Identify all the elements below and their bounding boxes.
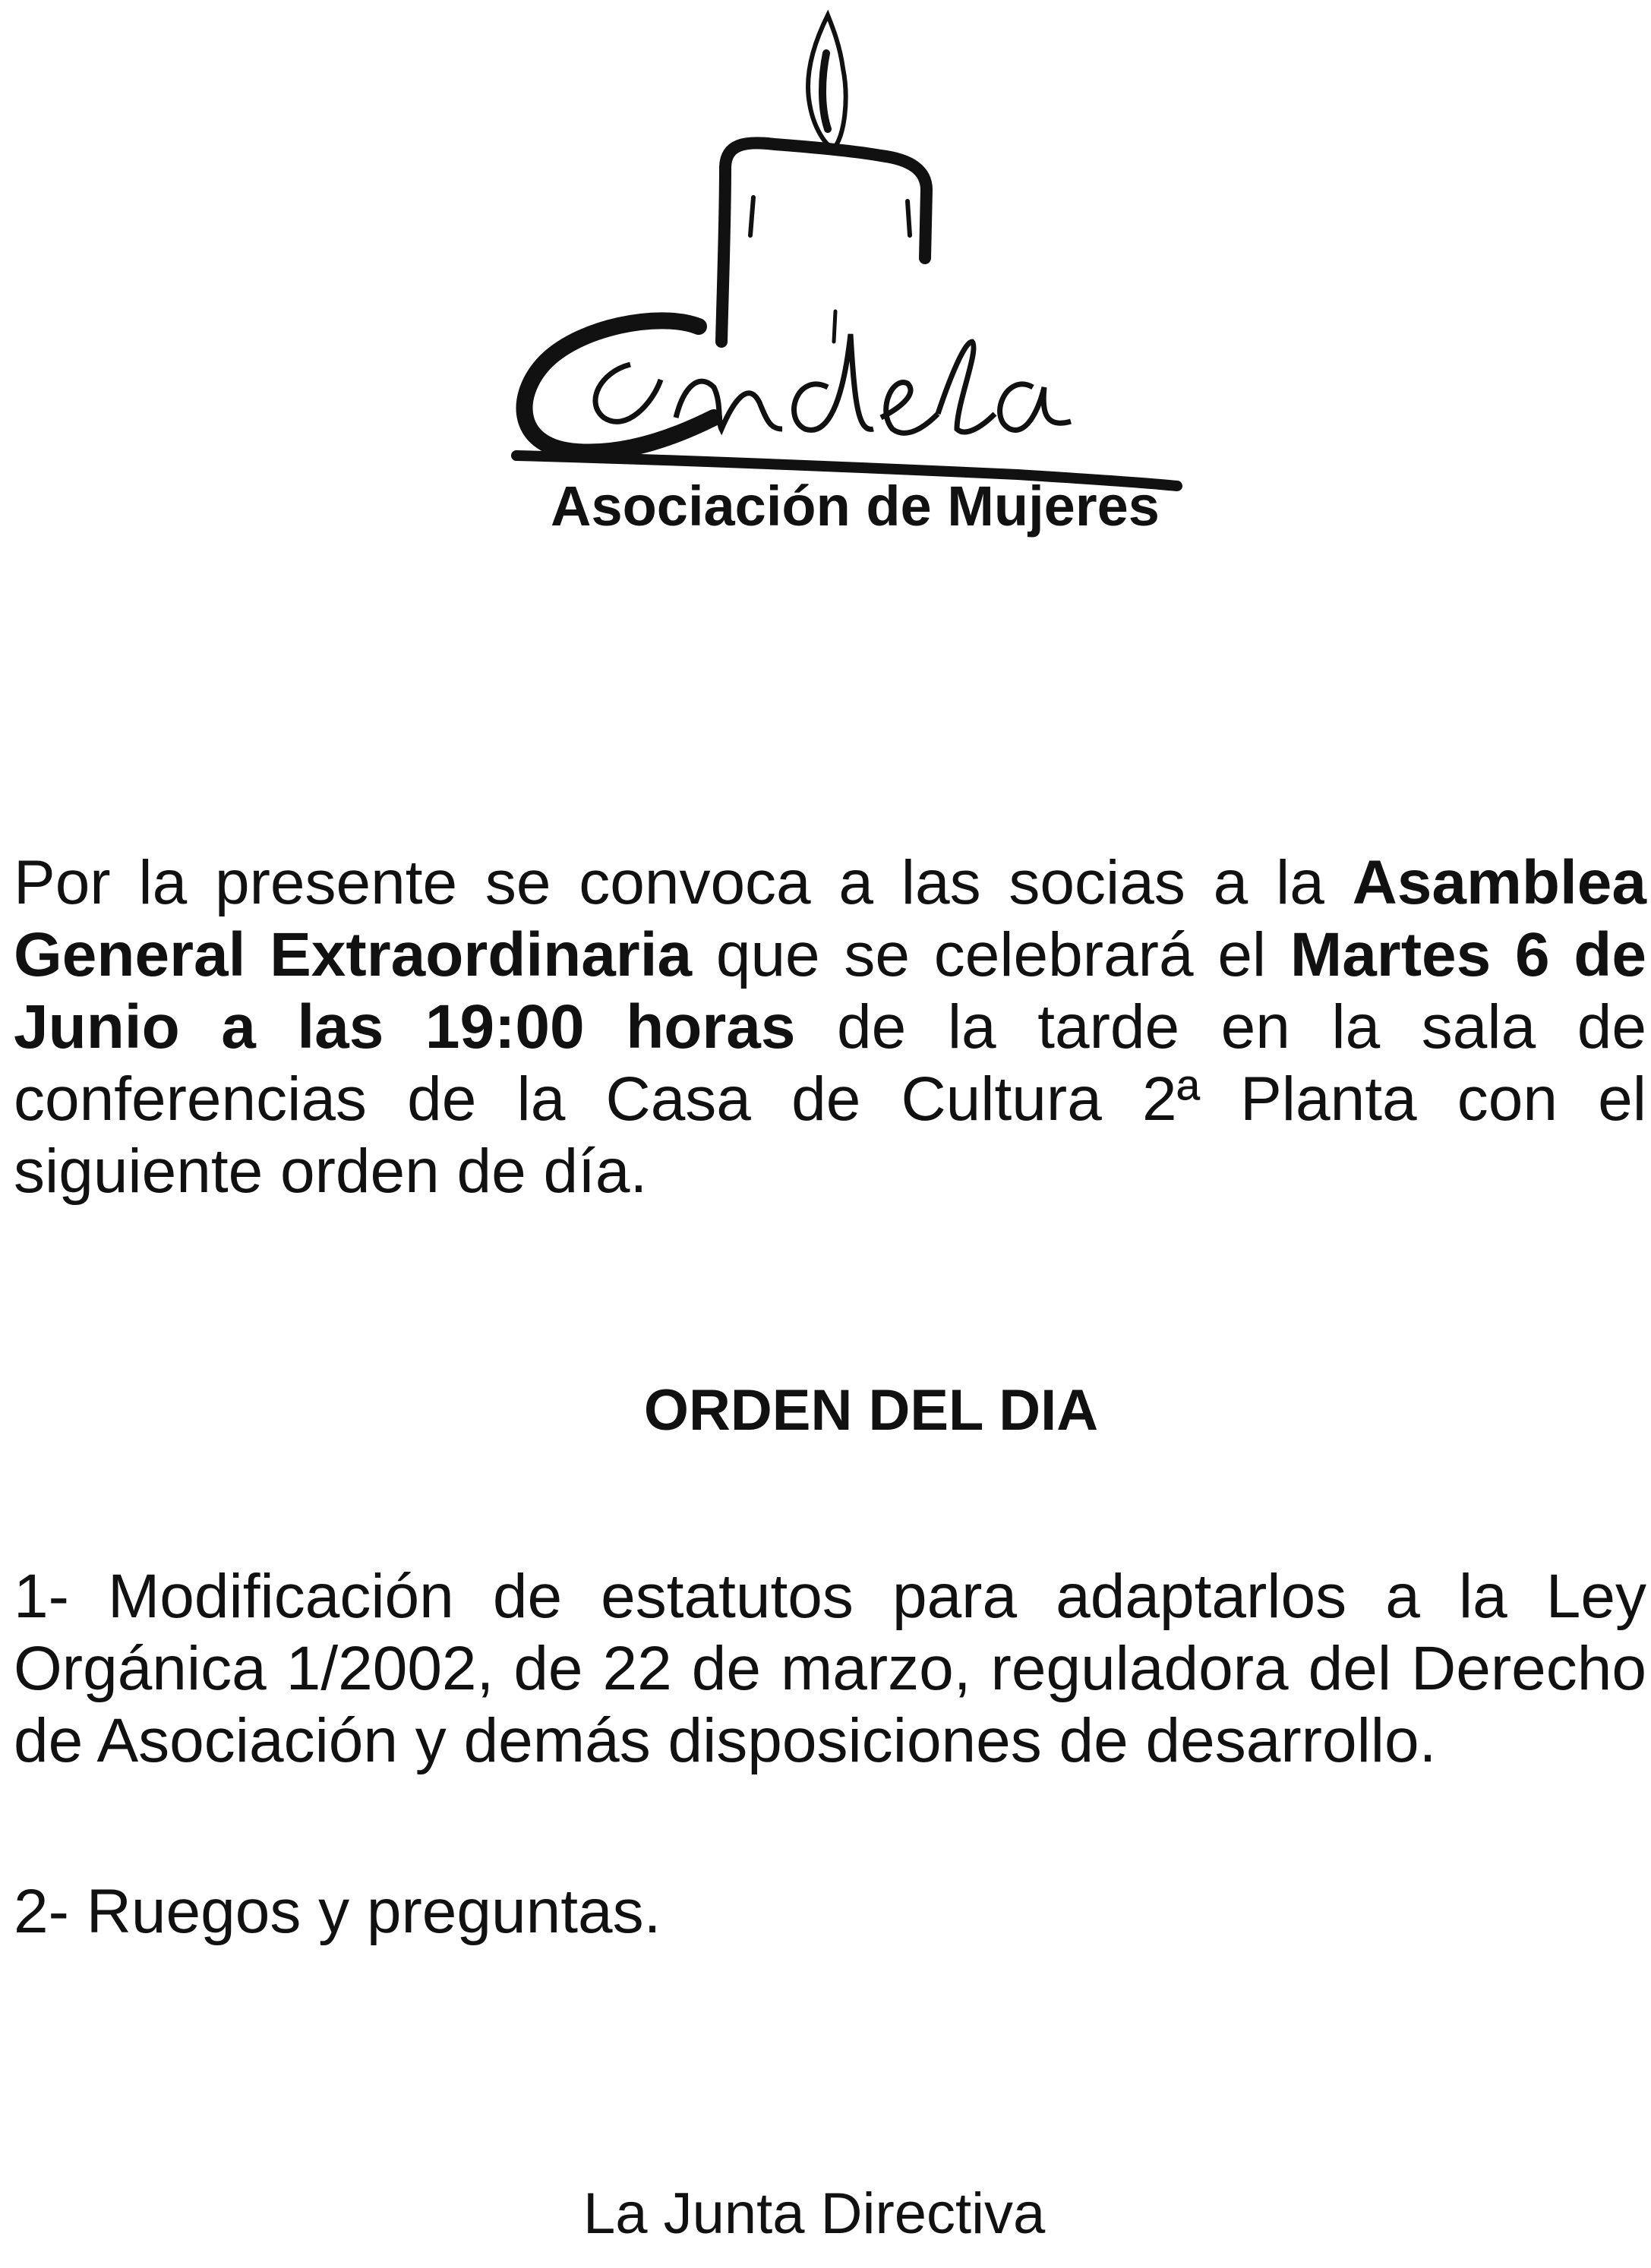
agenda-item: 2- Ruegos y preguntas. [14, 1877, 661, 1946]
convocation-text-1: Por la presente se convoca a las socias a la [14, 848, 1353, 917]
signature: La Junta Directiva [583, 2181, 1046, 2246]
agenda-item: 1- Modificación de estatutos para adaptarlos a la Ley Orgánica 1/2002, de 22 de marzo, reguladora del Derecho de Asociación y demás disposiciones de desarrollo. [14, 1562, 1646, 1775]
assembly-name: Asamblea General Extraordinaria [14, 848, 1646, 989]
agenda-title [0, 1378, 1651, 1443]
candle-logo-icon [471, 8, 1200, 494]
convocation-text-2: que se celebrará el [692, 920, 1290, 989]
meeting-date-time: Martes 6 de Junio a las 19:00 horas [14, 920, 1646, 1061]
convocation-paragraph [14, 847, 1646, 1207]
agenda-title-text: ORDEN DEL DIA [643, 1378, 1099, 1443]
convocation-text-3: de la tarde en la sala de conferencias de la Casa de Cultura 2ª Planta con el siguiente orden de día. [14, 992, 1646, 1206]
candela-logo [471, 8, 1200, 494]
association-subtitle: Asociación de Mujeres [551, 475, 1160, 538]
